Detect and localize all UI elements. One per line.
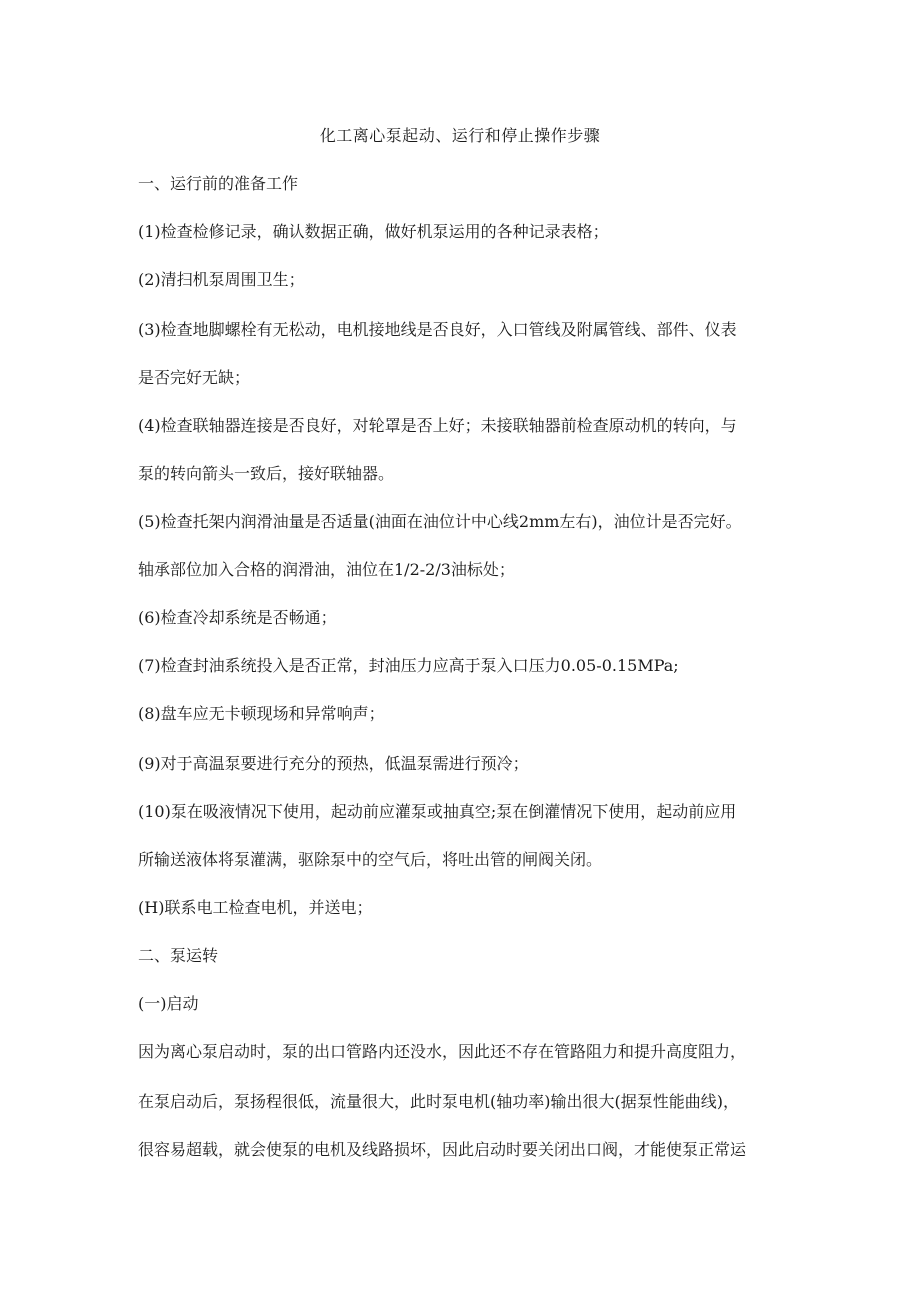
paragraph-line: (1)检查检修记录，确认数据正确，做好机泵运用的各种记录表格； xyxy=(138,222,609,241)
paragraph-line: (9)对于高温泵要进行充分的预热，低温泵需进行预冷； xyxy=(138,754,529,773)
paragraph-line: 泵的转向箭头一致后，接好联轴器。 xyxy=(138,464,395,483)
paragraph-line: 是否完好无缺； xyxy=(138,368,251,387)
document-title: 化工离心泵起动、运行和停止操作步骤 xyxy=(319,126,601,145)
paragraph-line: (10)泵在吸液情况下使用，起动前应灌泵或抽真空;泵在倒灌情况下使用，起动前应用 xyxy=(138,802,737,821)
paragraph-line: (5)检查托架内润滑油量是否适量(油面在油位计中心线2mm左右)，油位计是否完好。 xyxy=(138,512,742,531)
paragraph-line: 轴承部位加入合格的润滑油，油位在1/2-2/3油标处； xyxy=(138,560,515,579)
paragraph-line: (6)检查冷却系统是否畅通； xyxy=(138,608,337,627)
paragraph-line: 很容易超载，就会使泵的电机及线路损坏，因此启动时要关闭出口阀，才能使泵正常运 xyxy=(138,1140,747,1159)
subsection-heading: (一)启动 xyxy=(138,994,199,1013)
paragraph-line: 在泵启动后，泵扬程很低，流量很大，此时泵电机(轴功率)输出很大(据泵性能曲线)， xyxy=(138,1092,739,1111)
paragraph-line: (2)清扫机泵周围卫生； xyxy=(138,270,305,289)
paragraph-line: (3)检查地脚螺栓有无松动，电机接地线是否良好，入口管线及附属管线、部件、仪表 xyxy=(138,320,737,339)
section-heading-2: 二、泵运转 xyxy=(138,946,219,965)
paragraph-line: (7)检查封油系统投入是否正常，封油压力应高于泵入口压力0.05-0.15MPa; xyxy=(138,656,679,675)
section-heading-1: 一、运行前的准备工作 xyxy=(138,174,299,193)
paragraph-line: (H)联系电工检查电机，并送电； xyxy=(138,898,373,917)
paragraph-line: 所输送液体将泵灌满，驱除泵中的空气后，将吐出管的闸阀关闭。 xyxy=(138,850,603,869)
paragraph-line: (8)盘车应无卡顿现场和异常响声； xyxy=(138,704,385,723)
paragraph-line: (4)检查联轴器连接是否良好，对轮罩是否上好；未接联轴器前检查原动机的转向，与 xyxy=(138,416,737,435)
paragraph-line: 因为离心泵启动时，泵的出口管路内还没水，因此还不存在管路阻力和提升高度阻力， xyxy=(138,1042,747,1061)
